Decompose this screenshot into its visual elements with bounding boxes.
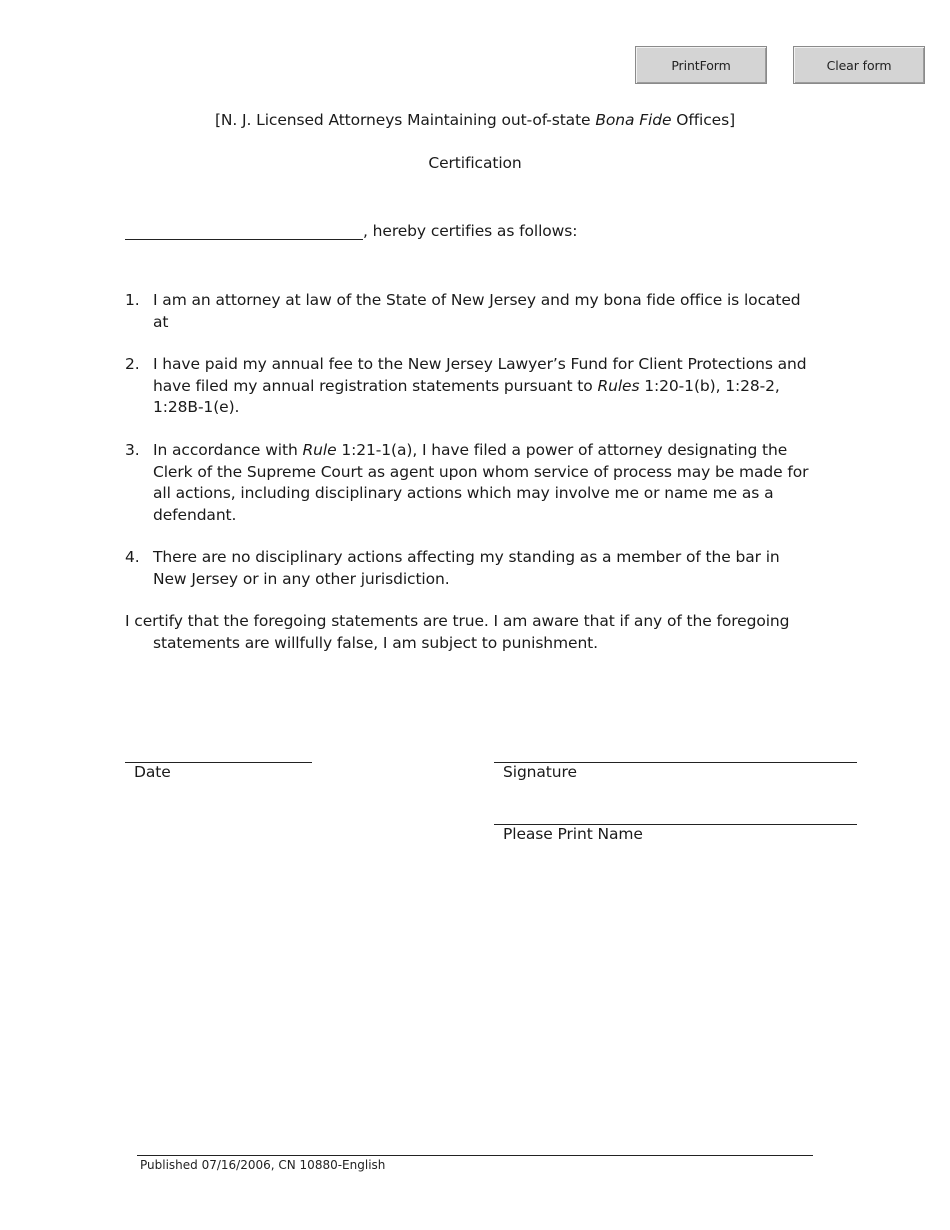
item-text: There are no disciplinary actions affecting my standing as a member of the bar in New Jersey or in any other jurisdiction. xyxy=(153,548,780,588)
signature-label: Signature xyxy=(503,763,577,781)
list-item xyxy=(125,290,815,333)
item-number: 3. xyxy=(125,441,140,459)
certifier-suffix: , hereby certifies as follows: xyxy=(363,222,578,240)
list-item xyxy=(125,440,815,526)
item-number: 4. xyxy=(125,548,140,566)
clear-form-button[interactable]: Clear form xyxy=(793,46,925,84)
item-text-before: In accordance with xyxy=(153,441,303,459)
item-text-after: 1:21-1(a), I have filed a power of attorney designating the Clerk of the Supreme Court as agent upon whom service of process may be made for all actions, including disciplinary actions which may involve me or name me as a defendant. xyxy=(153,441,809,524)
item-text xyxy=(153,440,815,526)
subtitle-text-after: Offices] xyxy=(671,111,736,129)
item-text-italic: Rule xyxy=(302,441,337,459)
footer-rule xyxy=(137,1155,813,1156)
footer-publication-note: Published 07/16/2006, CN 10880-English xyxy=(140,1158,386,1172)
item-text-before: I have paid my annual fee to the New Jersey Lawyer’s Fund for Client Protections and have filed my annual registration statements pursuant to xyxy=(153,355,807,395)
print-name-input[interactable] xyxy=(494,801,857,823)
item-text: I am an attorney at law of the State of New Jersey and my bona fide office is located at xyxy=(153,291,801,331)
document-title: Certification xyxy=(428,154,522,172)
date-label: Date xyxy=(134,763,171,781)
document-subtitle xyxy=(0,111,950,129)
item-text xyxy=(153,354,815,419)
subtitle-text-italic: Bona Fide xyxy=(595,111,672,129)
list-item xyxy=(125,547,815,590)
certifier-line xyxy=(125,219,577,240)
certifier-name-input[interactable] xyxy=(125,219,363,240)
item-number: 1. xyxy=(125,291,140,309)
signature-input[interactable] xyxy=(494,739,857,761)
item-text-after: 1:20-1(b), 1:28-2, 1:28B-1(e). xyxy=(153,376,780,416)
item-text-italic: Rules xyxy=(597,376,640,395)
print-name-label: Please Print Name xyxy=(503,825,643,843)
certification-statement: I certify that the foregoing statements are true. I am aware that if any of the foregoing statements are willfully false, I am subject to punishment. xyxy=(125,612,790,652)
item-number: 2. xyxy=(125,355,140,373)
list-item xyxy=(125,354,815,419)
date-input[interactable] xyxy=(125,739,312,761)
subtitle-text-before: [N. J. Licensed Attorneys Maintaining out-of-state xyxy=(214,111,596,129)
print-form-button[interactable]: PrintForm xyxy=(635,46,767,84)
